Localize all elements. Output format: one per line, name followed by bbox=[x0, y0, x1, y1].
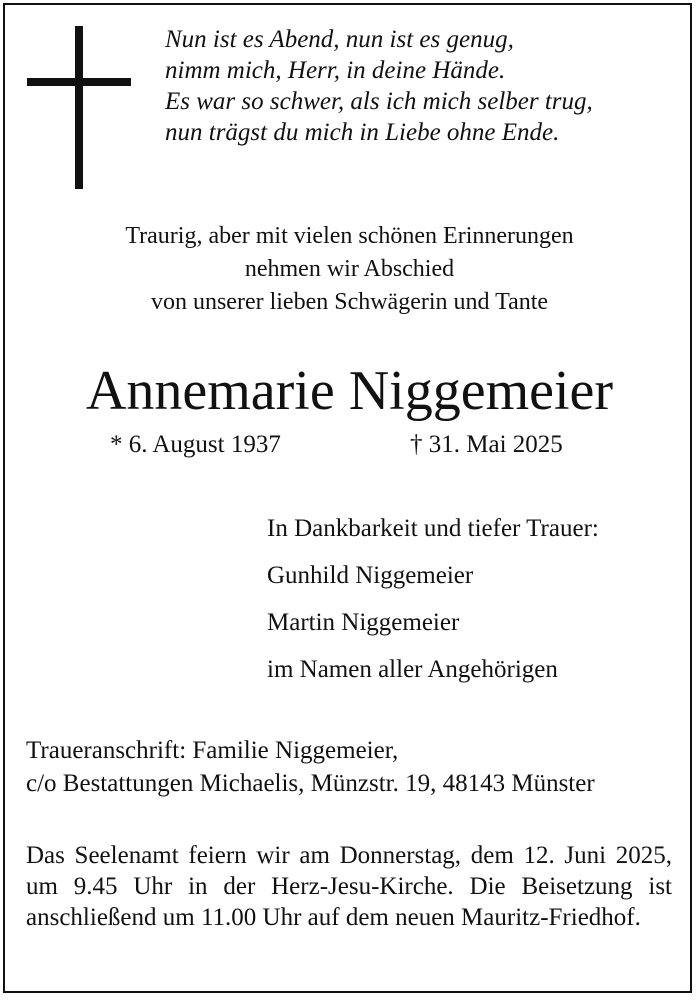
death-date: † 31. Mai 2025 bbox=[410, 431, 563, 458]
intro-line: nehmen wir Abschied bbox=[244, 256, 455, 282]
intro-line: Traurig, aber mit vielen schönen Erinnerungen bbox=[125, 223, 574, 249]
mourning-address bbox=[26, 734, 595, 800]
mourner-line: In Dankbarkeit und tiefer Trauer: bbox=[267, 515, 599, 542]
poem-line: Es war so schwer, als ich mich selber trug, bbox=[165, 88, 593, 115]
poem-line: nun trägst du mich in Liebe ohne Ende. bbox=[165, 119, 560, 146]
poem-line: nimm mich, Herr, in deine Hände. bbox=[165, 57, 506, 84]
mourner-line: im Namen aller Angehörigen bbox=[267, 656, 558, 683]
address-line: Traueranschrift: Familie Niggemeier, bbox=[26, 737, 399, 764]
birth-date: * 6. August 1937 bbox=[110, 431, 281, 458]
intro-text bbox=[0, 220, 699, 319]
address-line: c/o Bestattungen Michaelis, Münzstr. 19, 48143 Münster bbox=[26, 770, 595, 797]
poem-line: Nun ist es Abend, nun ist es genug, bbox=[165, 26, 514, 53]
mourners-list bbox=[267, 505, 599, 693]
poem bbox=[165, 24, 593, 148]
mourner-line: Martin Niggemeier bbox=[267, 609, 460, 636]
deceased-name: Annemarie Niggemeier bbox=[85, 360, 614, 422]
intro-line: von unserer lieben Schwägerin und Tante bbox=[150, 289, 549, 315]
service-details: Das Seelenamt feiern wir am Donnerstag, dem 12. Juni 2025, um 9.45 Uhr in der Herz-Jesu-Kirche. Die Beisetzung ist anschließend um 11.00 Uhr auf dem neuen Mauritz-Friedhof. bbox=[26, 842, 672, 931]
cross-icon bbox=[27, 26, 131, 189]
mourner-line: Gunhild Niggemeier bbox=[267, 562, 474, 589]
